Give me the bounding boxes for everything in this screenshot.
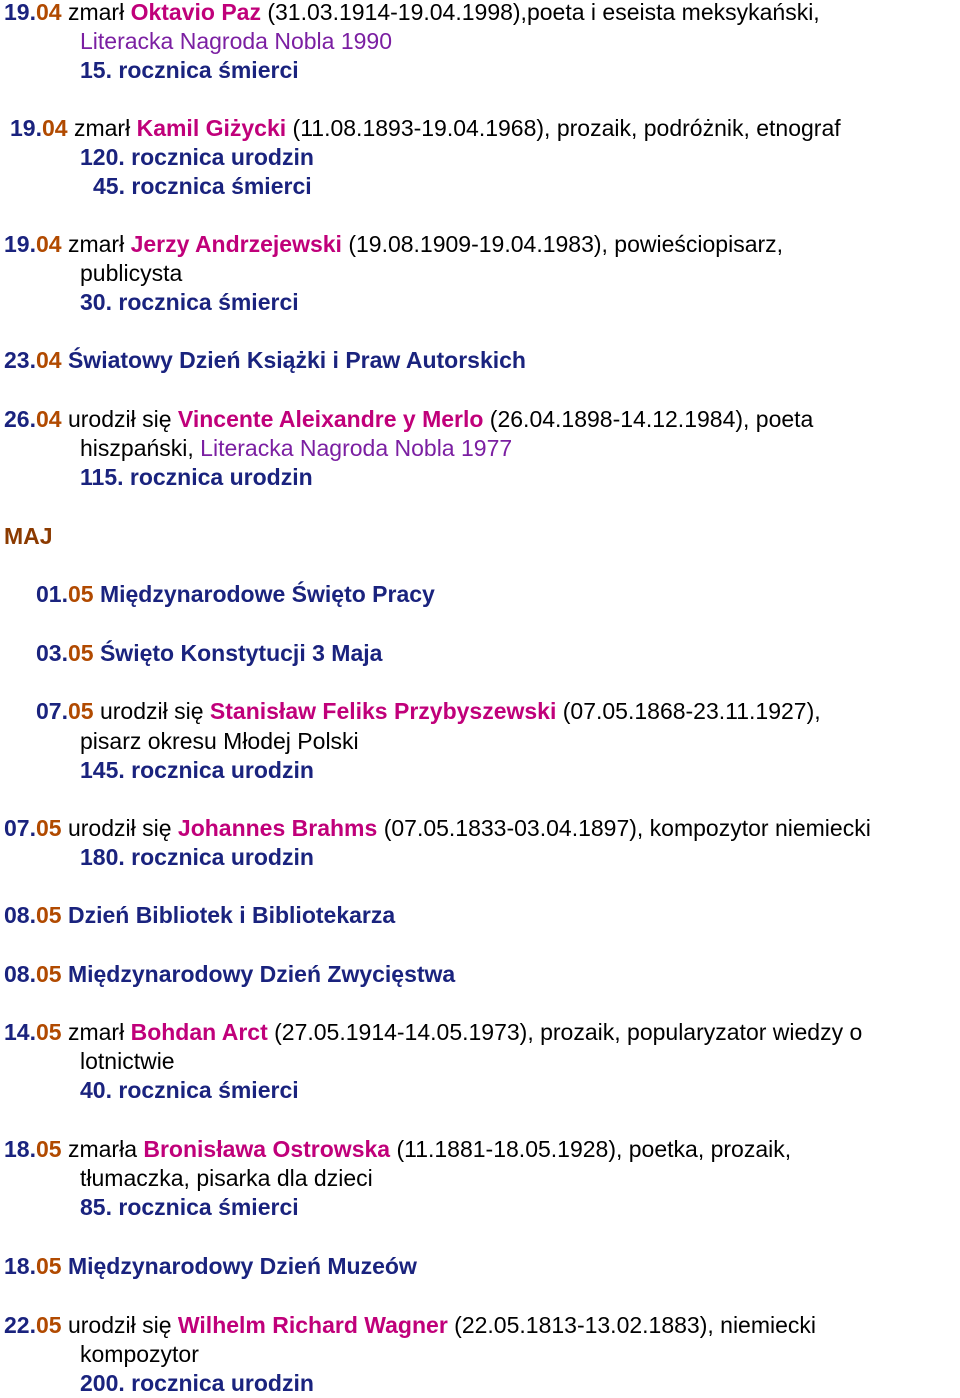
entry-verb: urodził się xyxy=(61,815,178,841)
entry-day: 03. xyxy=(36,640,68,666)
entry-month: 05 xyxy=(35,902,62,928)
entry-month: 05 xyxy=(35,1312,62,1338)
holiday-entry xyxy=(4,346,526,375)
entry-details: (31.03.1914-19.04.1998),poeta i eseista meksykański, xyxy=(260,0,820,25)
nobel-prize: Literacka Nagroda Nobla 1990 xyxy=(80,28,392,54)
entry-details: (26.04.1898-14.12.1984), poeta xyxy=(483,406,814,432)
entry-header xyxy=(4,405,813,434)
entry-details: (22.05.1813-13.02.1883), niemiecki xyxy=(447,1312,817,1338)
person-name: Jerzy Andrzejewski xyxy=(130,231,342,257)
entry-header xyxy=(4,230,783,259)
person-name: Johannes Brahms xyxy=(177,815,378,841)
anniversary: 30. rocznica śmierci xyxy=(80,289,299,315)
entry-month: 05 xyxy=(67,581,94,607)
entry-month: 04 xyxy=(35,406,62,432)
holiday-title: Międzynarodowy Dzień Zwycięstwa xyxy=(61,961,456,987)
entry-verb: urodził się xyxy=(93,698,210,724)
holiday-title: Międzynarodowe Święto Pracy xyxy=(93,581,435,607)
anniversary: 180. rocznica urodzin xyxy=(80,844,314,870)
entry-day: 08. xyxy=(4,902,36,928)
anniversary: 45. rocznica śmierci xyxy=(93,173,312,199)
entry-day: 01. xyxy=(36,581,68,607)
holiday-entry xyxy=(36,580,435,609)
entry-header xyxy=(4,1311,816,1340)
entry-header xyxy=(4,814,871,843)
entry-day: 18. xyxy=(4,1136,36,1162)
entry-verb: zmarł xyxy=(67,115,137,141)
entry-day: 19. xyxy=(4,0,36,25)
anniversary: 120. rocznica urodzin xyxy=(80,144,314,170)
entry-header xyxy=(4,1018,862,1047)
entry-day: 19. xyxy=(4,231,36,257)
holiday-entry xyxy=(4,901,395,930)
entry-details: (27.05.1914-14.05.1973), prozaik, popularyzator wiedzy o xyxy=(267,1019,863,1045)
entry-details: (19.08.1909-19.04.1983), powieściopisarz, xyxy=(341,231,784,257)
entry-details: (11.08.1893-19.04.1968), prozaik, podróżnik, etnograf xyxy=(286,115,841,141)
entry-details: (07.05.1833-03.04.1897), kompozytor niemiecki xyxy=(377,815,871,841)
holiday-title: Światowy Dzień Książki i Praw Autorskich xyxy=(61,347,526,373)
entry-day: 18. xyxy=(4,1253,36,1279)
holiday-title: Święto Konstytucji 3 Maja xyxy=(93,640,383,666)
entry-details-cont: tłumaczka, pisarka dla dzieci xyxy=(80,1165,373,1191)
entry-header xyxy=(4,1135,791,1164)
entry-day: 07. xyxy=(36,698,68,724)
anniversary: 115. rocznica urodzin xyxy=(80,464,313,490)
holiday-entry xyxy=(4,960,455,989)
entry-month: 05 xyxy=(35,815,62,841)
month-header: MAJ xyxy=(4,523,53,549)
person-name: Bohdan Arct xyxy=(130,1019,268,1045)
entry-month: 05 xyxy=(67,640,94,666)
anniversary: 145. rocznica urodzin xyxy=(80,757,314,783)
person-name: Kamil Giżycki xyxy=(136,115,287,141)
entry-month: 04 xyxy=(41,115,68,141)
entry-month: 04 xyxy=(35,0,62,25)
person-name: Vincente Aleixandre y Merlo xyxy=(177,406,484,432)
holiday-entry xyxy=(36,639,382,668)
entry-day: 22. xyxy=(4,1312,36,1338)
holiday-entry xyxy=(4,1252,417,1281)
entry-verb: urodził się xyxy=(61,406,178,432)
entry-details-cont: pisarz okresu Młodej Polski xyxy=(80,728,359,754)
anniversary: 200. rocznica urodzin xyxy=(80,1370,314,1396)
entry-details-line2 xyxy=(80,434,512,463)
entry-verb: zmarł xyxy=(61,0,131,25)
entry-details-cont: hiszpański, xyxy=(80,435,201,461)
entry-details-cont: kompozytor xyxy=(80,1341,199,1367)
holiday-title: Dzień Bibliotek i Bibliotekarza xyxy=(61,902,396,928)
entry-verb: zmarła xyxy=(61,1136,144,1162)
entry-month: 05 xyxy=(35,961,62,987)
entry-day: 08. xyxy=(4,961,36,987)
entry-month: 04 xyxy=(35,347,62,373)
anniversary: 40. rocznica śmierci xyxy=(80,1077,299,1103)
entry-month: 04 xyxy=(35,231,62,257)
entry-month: 05 xyxy=(35,1019,62,1045)
person-name: Stanisław Feliks Przybyszewski xyxy=(209,698,557,724)
entry-verb: urodził się xyxy=(61,1312,178,1338)
anniversary: 85. rocznica śmierci xyxy=(80,1194,299,1220)
entry-details: (11.1881-18.05.1928), poetka, prozaik, xyxy=(390,1136,792,1162)
entry-month: 05 xyxy=(35,1136,62,1162)
entry-day: 07. xyxy=(4,815,36,841)
entry-details: (07.05.1868-23.11.1927), xyxy=(556,698,821,724)
holiday-title: Międzynarodowy Dzień Muzeów xyxy=(61,1253,417,1279)
entry-day: 14. xyxy=(4,1019,36,1045)
entry-header xyxy=(36,697,821,726)
entry-header xyxy=(4,0,820,27)
entry-details-cont: lotnictwie xyxy=(80,1048,175,1074)
person-name: Oktavio Paz xyxy=(130,0,261,25)
entry-verb: zmarł xyxy=(61,231,131,257)
person-name: Bronisława Ostrowska xyxy=(143,1136,391,1162)
entry-month: 05 xyxy=(35,1253,62,1279)
entry-day: 23. xyxy=(4,347,36,373)
nobel-prize: Literacka Nagroda Nobla 1977 xyxy=(200,435,513,461)
entry-details-cont: publicysta xyxy=(80,260,183,286)
entry-day: 19. xyxy=(10,115,42,141)
entry-verb: zmarł xyxy=(61,1019,131,1045)
entry-day: 26. xyxy=(4,406,36,432)
person-name: Wilhelm Richard Wagner xyxy=(177,1312,448,1338)
entry-header xyxy=(10,114,841,143)
anniversary: 15. rocznica śmierci xyxy=(80,57,299,83)
entry-month: 05 xyxy=(67,698,94,724)
